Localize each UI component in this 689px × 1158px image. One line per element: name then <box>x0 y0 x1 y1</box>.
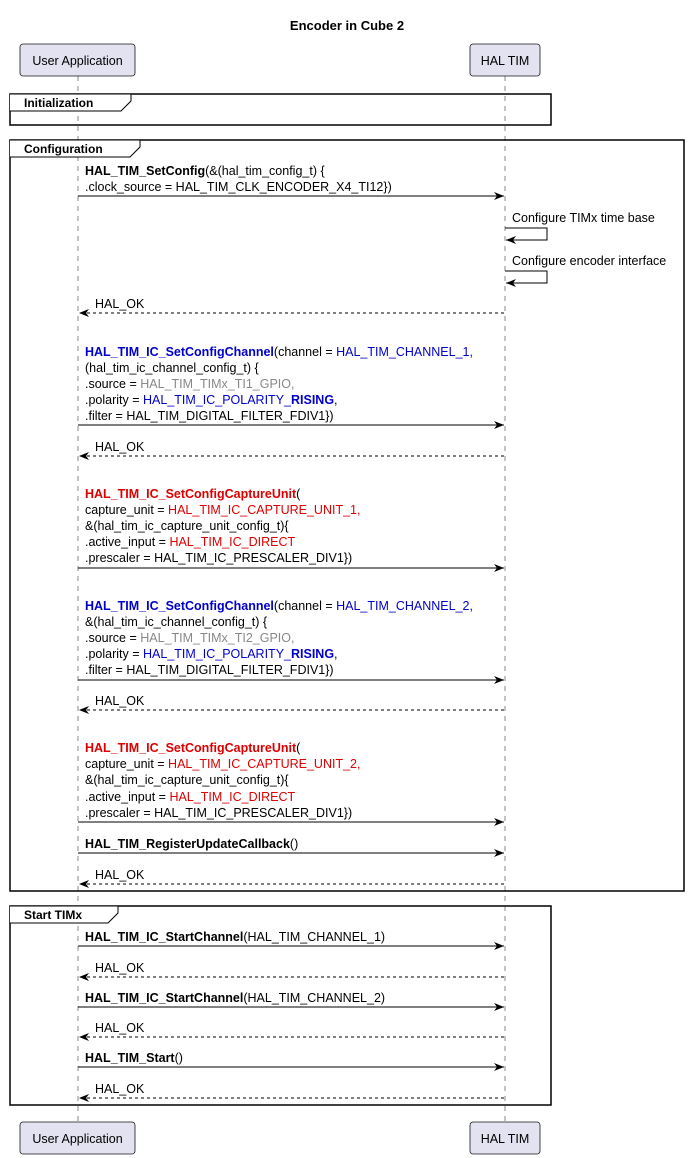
message-label: HAL_TIM_IC_StartChannel(HAL_TIM_CHANNEL_1) <box>85 930 386 944</box>
message-label-line: .polarity = HAL_TIM_IC_POLARITY_RISING, <box>85 393 338 407</box>
message-label-line: &(hal_tim_ic_capture_unit_config_t){ <box>85 519 289 533</box>
return-label: HAL_OK <box>95 1082 145 1096</box>
return-hal-ok <box>79 297 504 313</box>
message-ic-start-channel-1 <box>78 930 504 946</box>
message-register-update-callback <box>78 837 504 853</box>
return-hal-ok <box>79 694 504 710</box>
return-label: HAL_OK <box>95 297 145 311</box>
participant-hal-tim-bottom <box>470 1122 540 1154</box>
message-label-line: &(hal_tim_ic_capture_unit_config_t){ <box>85 773 289 787</box>
message-set-config <box>78 164 504 196</box>
group-label: Initialization <box>24 96 94 110</box>
message-ic-set-config-channel-2 <box>78 599 504 680</box>
self-message-encoder-interface <box>505 254 666 283</box>
message-label-line: .polarity = HAL_TIM_IC_POLARITY_RISING, <box>85 647 338 661</box>
participant-user-application-bottom <box>20 1122 135 1154</box>
message-ic-set-config-capture-unit-1 <box>78 487 504 568</box>
message-label-line: (hal_tim_ic_channel_config_t) { <box>85 361 259 375</box>
group-initialization <box>10 94 551 125</box>
participant-label: User Application <box>32 54 123 68</box>
return-hal-ok <box>79 961 504 977</box>
participant-label: HAL TIM <box>480 54 530 68</box>
return-label: HAL_OK <box>95 868 145 882</box>
message-label-line: .source = HAL_TIM_TIMx_TI2_GPIO, <box>85 631 295 645</box>
message-label: Configure encoder interface <box>512 254 667 268</box>
message-label: HAL_TIM_RegisterUpdateCallback() <box>85 837 299 851</box>
message-label-line: .filter = HAL_TIM_DIGITAL_FILTER_FDIV1}) <box>85 409 334 423</box>
message-label-line: .filter = HAL_TIM_DIGITAL_FILTER_FDIV1}) <box>85 663 334 677</box>
return-label: HAL_OK <box>95 961 145 975</box>
message-label-line: capture_unit = HAL_TIM_IC_CAPTURE_UNIT_1, <box>85 503 361 517</box>
message-label: Configure TIMx time base <box>512 211 655 225</box>
return-label: HAL_OK <box>95 694 145 708</box>
self-message-time-base <box>505 211 655 240</box>
message-ic-set-config-capture-unit-2 <box>78 741 504 822</box>
participant-user-application-top <box>20 44 135 76</box>
group-label: Start TIMx <box>24 908 83 922</box>
message-label-line: capture_unit = HAL_TIM_IC_CAPTURE_UNIT_2, <box>85 757 361 771</box>
return-hal-ok <box>79 868 504 884</box>
message-label: HAL_TIM_IC_StartChannel(HAL_TIM_CHANNEL_2) <box>85 991 386 1005</box>
message-label: HAL_TIM_Start() <box>85 1051 183 1065</box>
message-ic-start-channel-2 <box>78 991 504 1007</box>
group-label: Configuration <box>24 142 103 156</box>
participant-label: User Application <box>32 1132 123 1146</box>
message-label-line: .source = HAL_TIM_TIMx_TI1_GPIO, <box>85 377 295 391</box>
return-hal-ok <box>79 1082 504 1098</box>
diagram-title: Encoder in Cube 2 <box>289 18 405 33</box>
return-label: HAL_OK <box>95 1021 145 1035</box>
message-label-line: &(hal_tim_ic_channel_config_t) { <box>85 615 268 629</box>
message-ic-set-config-channel-1 <box>78 345 504 425</box>
message-label-line: .prescaler = HAL_TIM_IC_PRESCALER_DIV1}) <box>85 551 353 565</box>
return-label: HAL_OK <box>95 440 145 454</box>
return-hal-ok <box>79 1021 504 1037</box>
participant-label: HAL TIM <box>480 1132 530 1146</box>
message-label: HAL_TIM_IC_SetConfigCaptureUnit( <box>85 741 301 755</box>
message-tim-start <box>78 1051 504 1067</box>
message-label-line: .prescaler = HAL_TIM_IC_PRESCALER_DIV1}) <box>85 806 353 820</box>
message-label: HAL_TIM_IC_SetConfigChannel(channel = HAL_TIM_CHANNEL_2, <box>85 599 473 613</box>
message-label: HAL_TIM_IC_SetConfigChannel(channel = HAL_TIM_CHANNEL_1, <box>85 345 473 359</box>
participant-hal-tim-top <box>470 44 540 76</box>
message-label: HAL_TIM_IC_SetConfigCaptureUnit( <box>85 487 301 501</box>
message-label-line: .active_input = HAL_TIM_IC_DIRECT <box>85 790 296 804</box>
message-label-line: .clock_source = HAL_TIM_CLK_ENCODER_X4_TI12}) <box>85 180 392 194</box>
message-label: HAL_TIM_SetConfig(&(hal_tim_config_t) { <box>85 164 325 178</box>
return-hal-ok <box>79 440 504 456</box>
message-label-line: .active_input = HAL_TIM_IC_DIRECT <box>85 535 296 549</box>
